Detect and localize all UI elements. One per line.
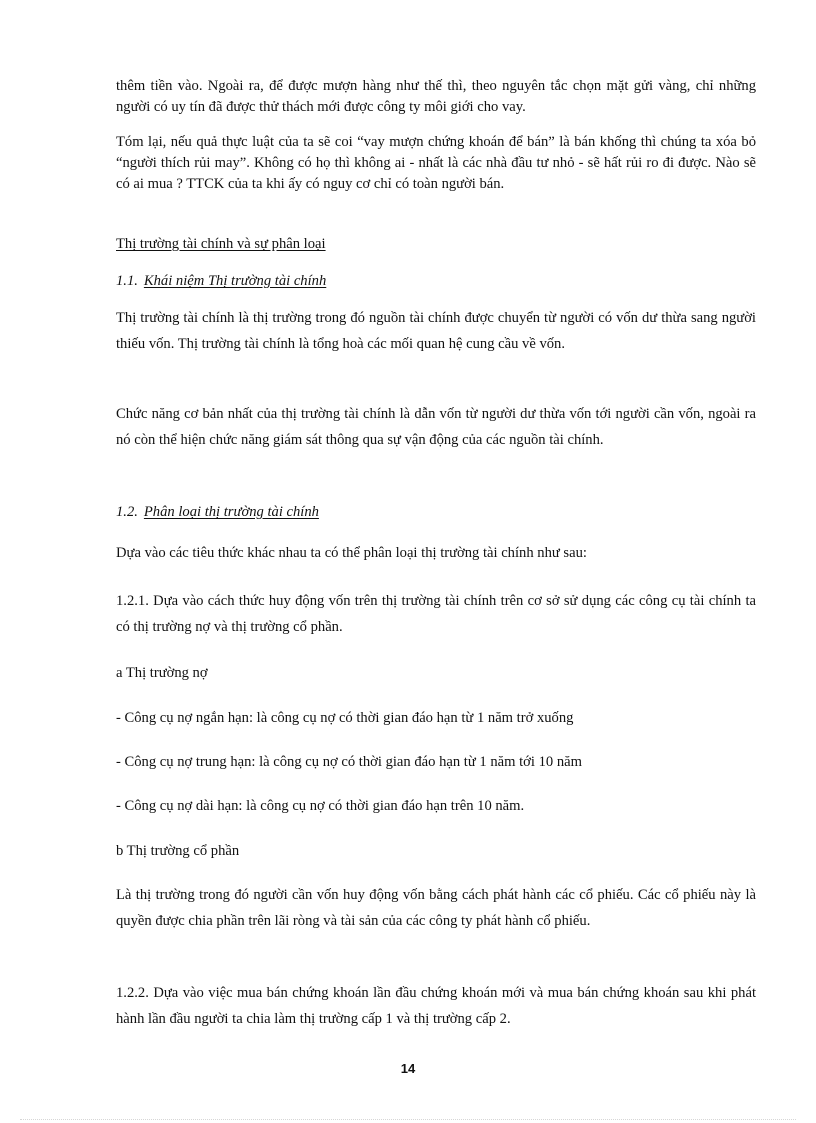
paragraph-equity-market: Là thị trường trong đó người cần vốn huy động vốn bằng cách phát hành các cổ phiếu. Các cổ phiếu này là quyền được chia phần trên lãi ròng và tài sản của các công ty phát hành cổ phiếu. xyxy=(116,887,756,929)
subheading-equity-market: b Thị trường cổ phần xyxy=(116,843,240,859)
list-item-short-term: - Công cụ nợ ngắn hạn: là công cụ nợ có thời gian đáo hạn từ 1 năm trở xuống xyxy=(116,710,574,726)
list-item-medium-term: - Công cụ nợ trung hạn: là công cụ nợ có thời gian đáo hạn từ 1 năm tới 10 năm xyxy=(116,754,582,770)
paragraph-function: Chức năng cơ bản nhất của thị trường tài chính là dẫn vốn từ người dư thừa vốn tới người cần vốn, ngoài ra nó còn thể hiện chức năng giám sát thông qua sự vận động của các nguồn tài chính. xyxy=(116,406,756,448)
heading-1-1-number: 1.1. xyxy=(116,273,138,289)
paragraph-classification-intro: Dựa vào các tiêu thức khác nhau ta có thể phân loại thị trường tài chính như sau: xyxy=(116,545,587,561)
paragraph-summary: Tóm lại, nếu quả thực luật của ta sẽ coi “vay mượn chứng khoán để bán” là bán khống thì chúng ta xóa bỏ “người thích rủi may”. Không có họ thì không ai - nhất là các nhà đầu tư nhỏ - sẽ hất rủi ro đi được. Nào sẽ có ai mua ? TTCK của ta khi ấy có nguy cơ chỉ có toàn người bán. xyxy=(116,134,756,192)
heading-1-2-number: 1.2. xyxy=(116,504,138,520)
heading-1-1-title: Khái niệm Thị trường tài chính xyxy=(143,273,327,289)
paragraph-definition: Thị trường tài chính là thị trường trong đó nguồn tài chính được chuyển từ người có vốn dư thừa sang người thiếu vốn. Thị trường tài chính là tổng hoà các mối quan hệ cung cầu về vốn. xyxy=(116,310,756,352)
page-bottom-divider xyxy=(20,1119,796,1120)
section-heading: Thị trường tài chính và sự phân loại xyxy=(116,236,326,252)
heading-1-2 xyxy=(116,502,756,523)
heading-1-2-title: Phân loại thị trường tài chính xyxy=(143,504,319,520)
list-item-long-term: - Công cụ nợ dài hạn: là công cụ nợ có thời gian đáo hạn trên 10 năm. xyxy=(116,798,525,814)
subheading-debt-market: a Thị trường nợ xyxy=(116,665,208,681)
paragraph-intro-continuation: thêm tiền vào. Ngoài ra, để được mượn hàng như thế thì, theo nguyên tắc chọn mặt gửi vàng, chỉ những người có uy tín đã được thử thách mới được công ty môi giới cho vay. xyxy=(116,78,756,115)
heading-1-1 xyxy=(116,271,756,292)
paragraph-1-2-1: 1.2.1. Dựa vào cách thức huy động vốn trên thị trường tài chính trên cơ sở sử dụng các công cụ tài chính ta có thị trường nợ và thị trường cổ phần. xyxy=(116,593,756,635)
paragraph-1-2-2: 1.2.2. Dựa vào việc mua bán chứng khoán lần đầu chứng khoán mới và mua bán chứng khoán sau khi phát hành lần đầu người ta chia làm thị trường cấp 1 và thị trường cấp 2. xyxy=(116,985,756,1027)
page-number: 14 xyxy=(400,1061,416,1076)
